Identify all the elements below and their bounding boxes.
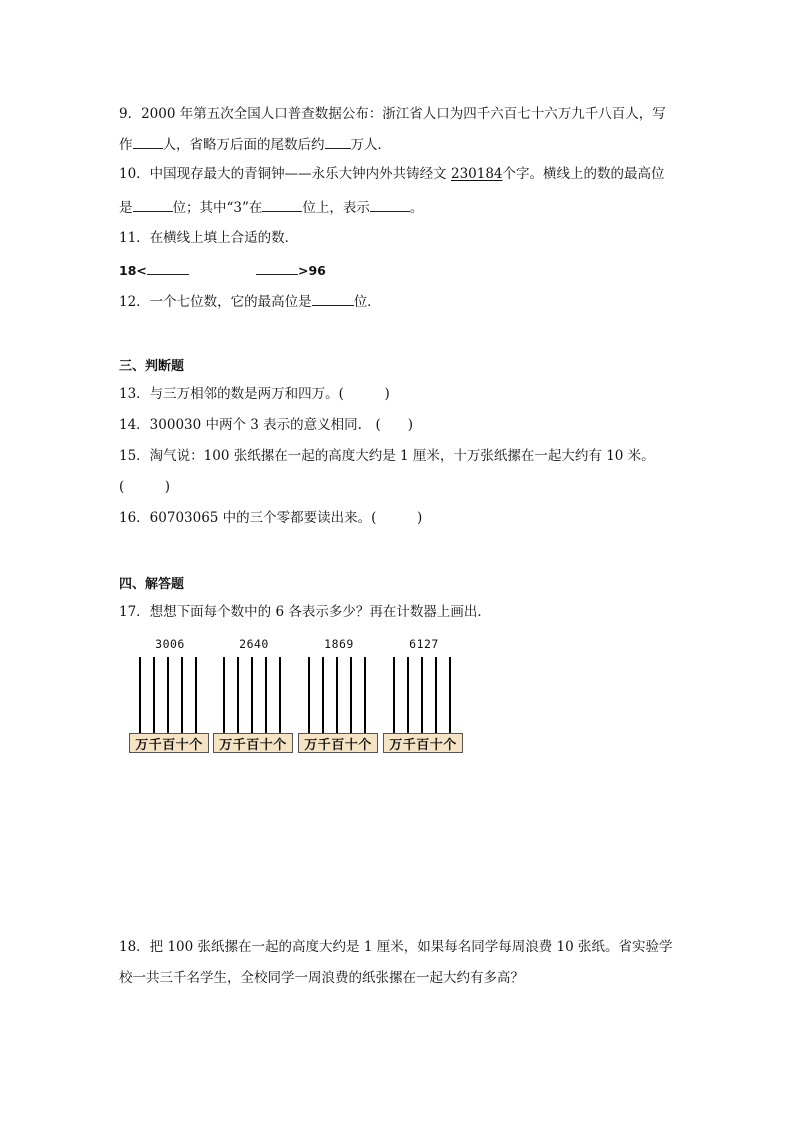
underlined-number: 230184 <box>450 166 503 182</box>
answer-blank[interactable] <box>256 260 298 275</box>
section-heading-true-false: 三、判断题 <box>119 359 185 374</box>
answer-blank[interactable] <box>370 197 410 212</box>
abacus-counter-1[interactable] <box>129 637 211 757</box>
question-17-title: 17．想想下面每个数中的 6 各表示多少？再在计数器上画出． <box>119 604 491 620</box>
question-11-left: 18< <box>119 260 189 280</box>
abacus-base: 万千百十个 <box>383 733 463 753</box>
abacus-base: 万千百十个 <box>213 733 293 753</box>
answer-blank[interactable] <box>147 260 189 275</box>
section-heading-solutions: 四、解答题 <box>119 577 185 592</box>
question-10-line-1: 10．中国现存最大的青铜钟——永乐大钟内外共铸经文 230184个字。横线上的数的最高位 <box>119 166 665 182</box>
answer-blank[interactable] <box>312 291 354 306</box>
answer-blank[interactable] <box>262 197 302 212</box>
answer-blank[interactable] <box>325 134 351 149</box>
abacus-counter-3[interactable] <box>298 637 380 757</box>
question-16: 16．60703065 中的三个零都要读出来。( ) <box>119 510 423 526</box>
answer-blank[interactable] <box>133 197 173 212</box>
question-10-line-2: 是 位；其中“3”在 位上，表示 。 <box>119 197 423 217</box>
question-18-line-2: 校一共三千名学生，全校同学一周浪费的纸张摞在一起大约有多高？ <box>119 970 524 986</box>
question-18-line-1: 18．把 100 张纸摞在一起的高度大约是 1 厘米，如果每名同学每周浪费 10 张纸。省实验学 <box>119 939 673 955</box>
question-15-line-1: 15．淘气说：100 张纸摞在一起的高度大约是 1 厘米，十万张纸摞在一起大约有 10 米。 <box>119 448 655 464</box>
abacus-number: 6127 <box>409 637 439 651</box>
question-11-right: >96 <box>256 260 326 280</box>
question-11-title: 11．在横线上填上合适的数． <box>119 230 299 246</box>
question-14: 14．300030 中两个 3 表示的意义相同. ( ) <box>119 417 414 433</box>
question-9-line-2: 作 人，省略万后面的尾数后约 万人． <box>119 134 391 154</box>
abacus-number: 2640 <box>239 637 269 651</box>
abacus-number: 3006 <box>155 637 185 651</box>
answer-blank[interactable] <box>133 134 163 149</box>
abacus-base: 万千百十个 <box>298 733 378 753</box>
abacus-base: 万千百十个 <box>129 733 209 753</box>
abacus-number: 1869 <box>324 637 354 651</box>
question-9-line-1: 9．2000 年第五次全国人口普查数据公布：浙江省人口为四千六百七十六万九千八百人，写 <box>119 106 666 122</box>
question-13: 13．与三万相邻的数是两万和四万。( ) <box>119 386 390 402</box>
abacus-counter-4[interactable] <box>383 637 465 757</box>
question-12: 12．一个七位数，它的最高位是 位． <box>119 291 381 311</box>
question-15-line-2: ( ) <box>119 479 171 495</box>
abacus-counter-2[interactable] <box>213 637 295 757</box>
